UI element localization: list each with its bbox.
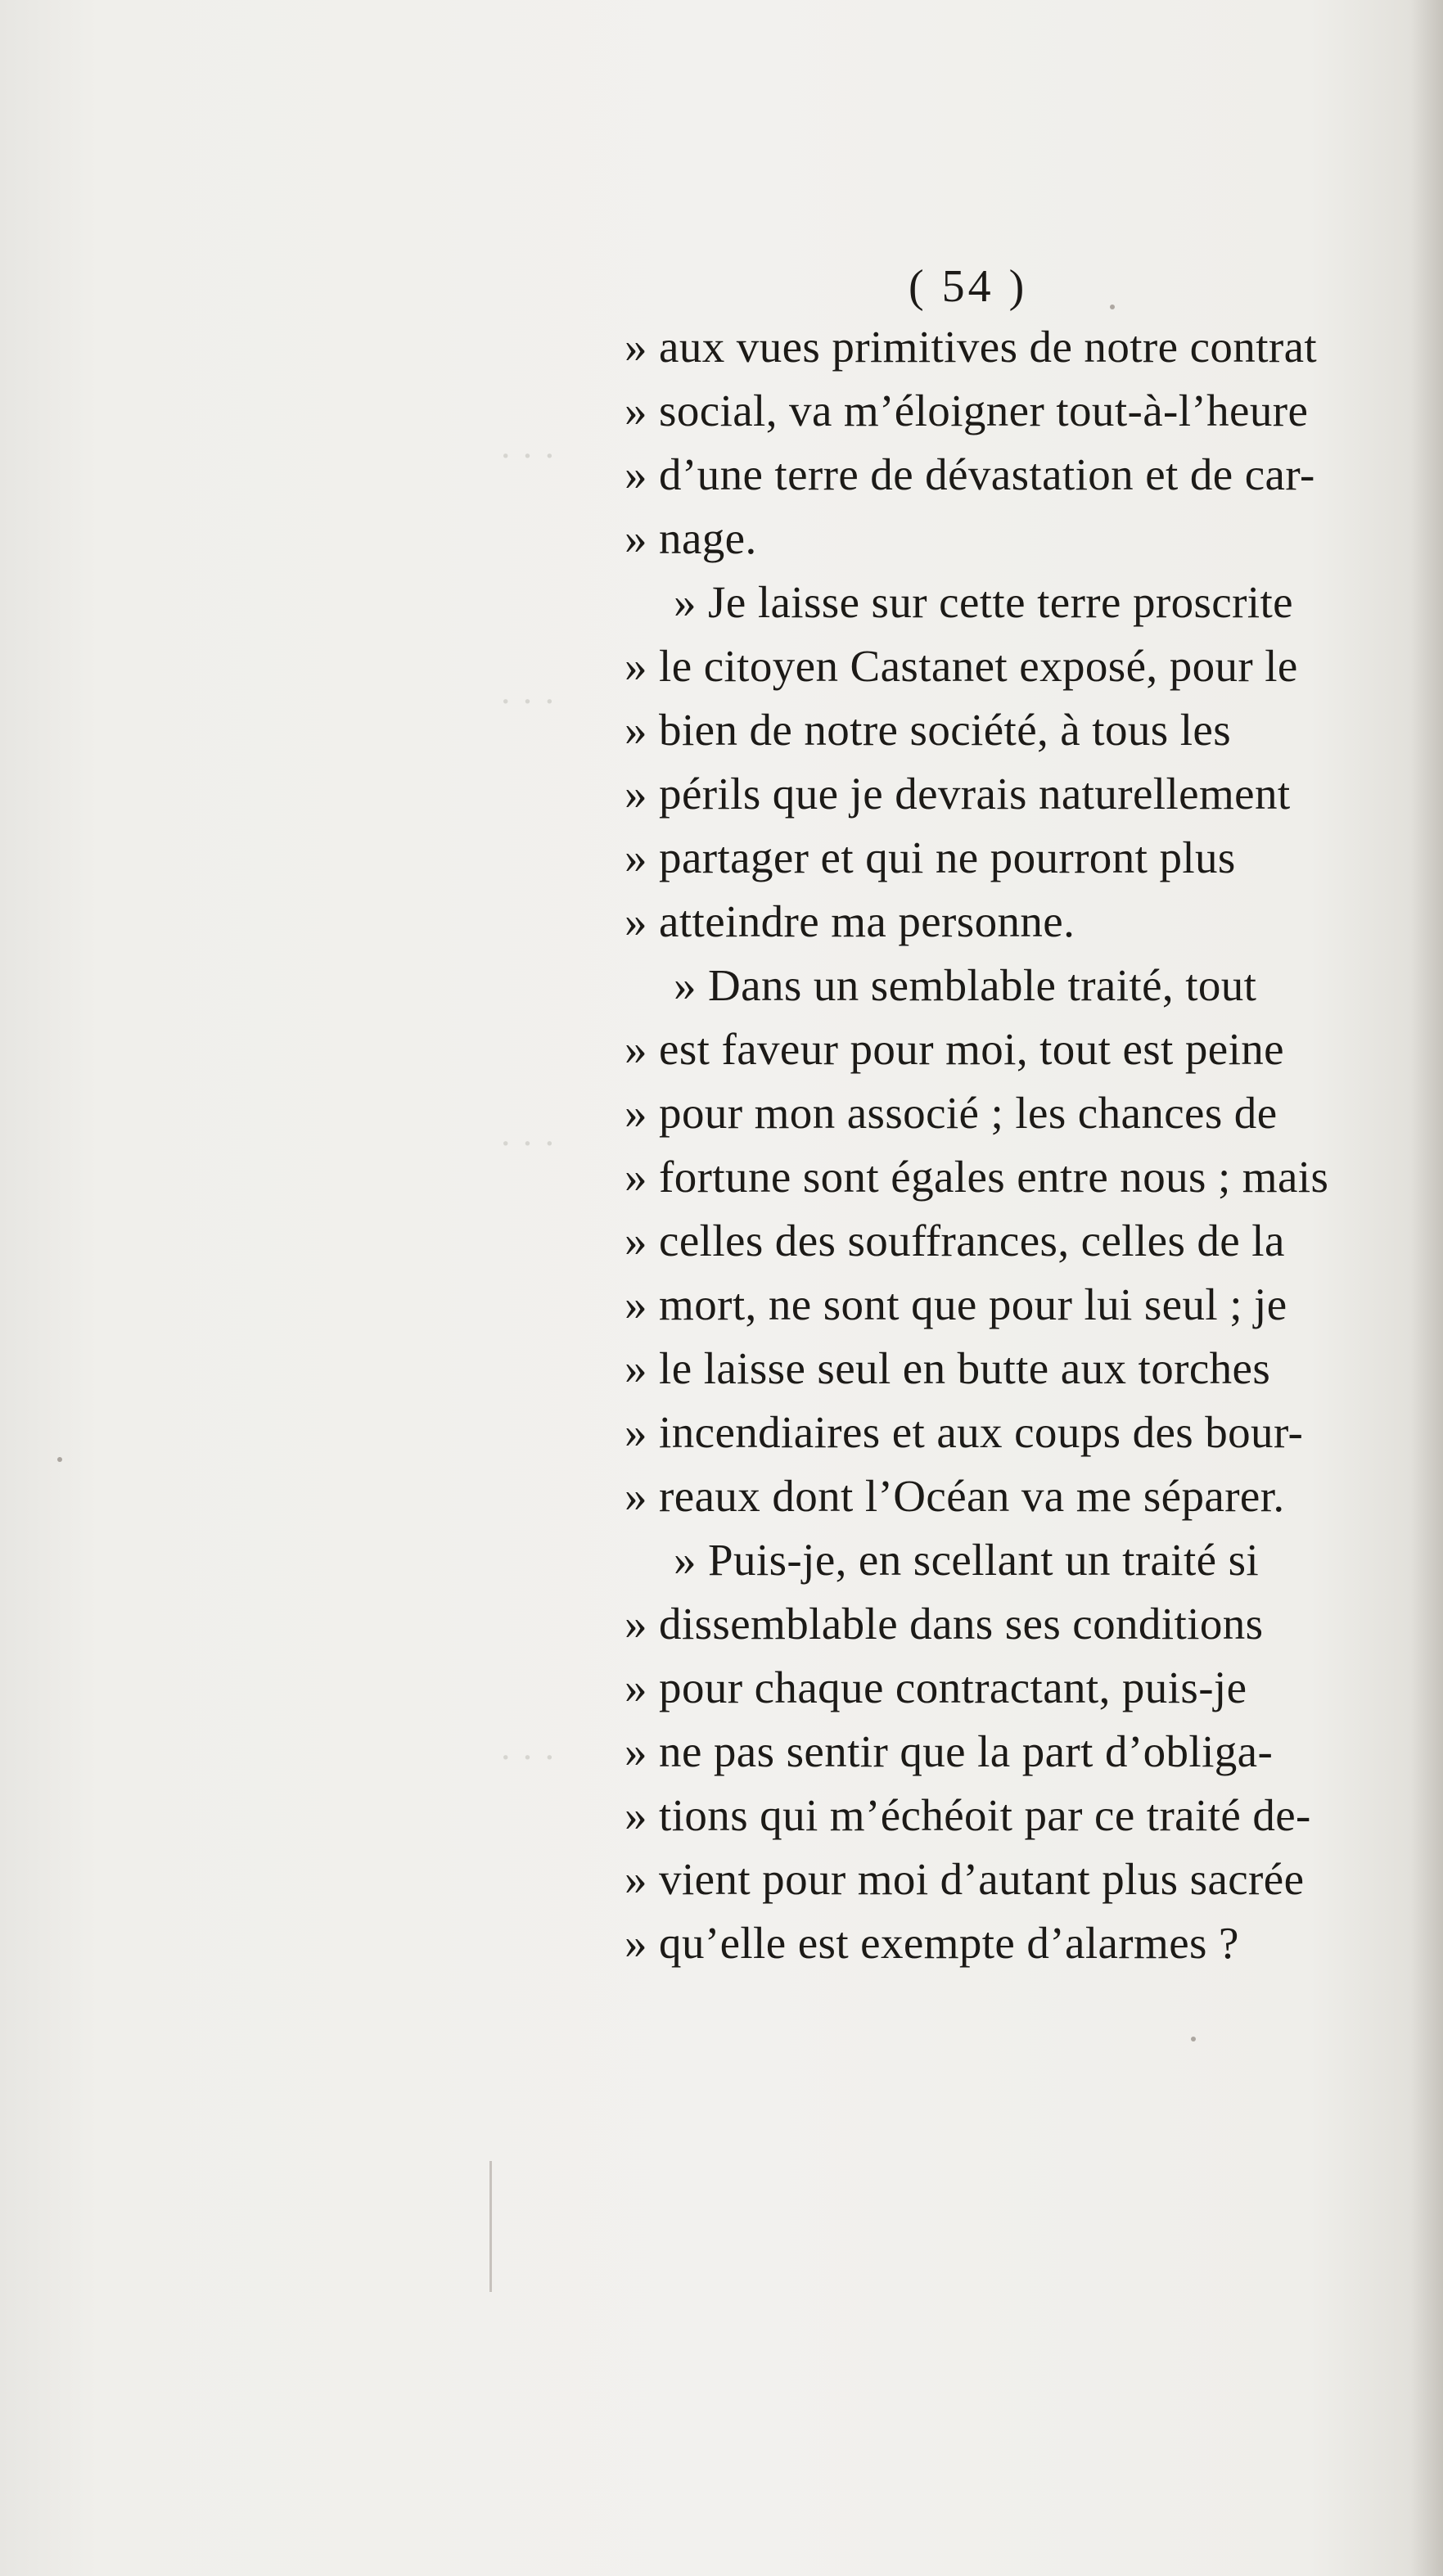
text-line: » aux vues primitives de notre contrat	[625, 322, 1318, 372]
page-number: ( 54 )	[909, 261, 1028, 312]
text-line: » tions qui m’échéoit par ce traité de-	[625, 1790, 1311, 1840]
text-line: » est faveur pour moi, tout est peine	[625, 1024, 1284, 1074]
text-line: » ne pas sentir que la part d’obliga-	[625, 1726, 1274, 1776]
show-through-mark: · · ·	[499, 680, 556, 722]
text-line: » partager et qui ne pourront plus	[625, 832, 1236, 882]
text-line: » Je laisse sur cette terre proscrite	[674, 577, 1293, 627]
text-line: » atteindre ma personne.	[625, 896, 1075, 946]
text-line: » nage.	[625, 513, 757, 563]
show-through-mark: · · ·	[499, 1122, 556, 1164]
text-line: » Puis-je, en scellant un traité si	[674, 1535, 1260, 1585]
page-edge-shadow	[1410, 0, 1443, 2576]
show-through-mark: · · ·	[499, 435, 556, 476]
text-line: » périls que je devrais naturellement	[625, 769, 1291, 819]
text-line: » Dans un semblable traité, tout	[674, 960, 1257, 1010]
text-line: » pour chaque contractant, puis-je	[625, 1662, 1247, 1712]
text-line: » pour mon associé ; les chances de	[625, 1088, 1278, 1138]
text-line: » celles des souffrances, celles de la	[625, 1216, 1285, 1265]
text-line: » incendiaires et aux coups des bour-	[625, 1407, 1304, 1457]
text-line: » vient pour moi d’autant plus sacrée	[625, 1854, 1305, 1904]
text-line: » social, va m’éloigner tout-à-l’heure	[625, 386, 1309, 435]
paper-crease	[489, 2161, 492, 2292]
text-line: » bien de notre société, à tous les	[625, 705, 1232, 755]
paper-speck	[1110, 305, 1115, 309]
text-line: » qu’elle est exempte d’alarmes ?	[625, 1918, 1239, 1968]
show-through-mark: · · ·	[499, 1736, 556, 1778]
text-line: » dissemblable dans ses conditions	[625, 1599, 1264, 1649]
paper-speck	[1191, 2037, 1196, 2041]
text-line: » fortune sont égales entre nous ; mais	[625, 1152, 1329, 1202]
text-line: » le citoyen Castanet exposé, pour le	[625, 641, 1298, 691]
text-line: » mort, ne sont que pour lui seul ; je	[625, 1279, 1287, 1329]
text-line: » le laisse seul en butte aux torches	[625, 1343, 1271, 1393]
text-line: » d’une terre de dévastation et de car-	[625, 449, 1315, 499]
paper-speck	[57, 1457, 62, 1462]
text-line: » reaux dont l’Océan va me séparer.	[625, 1471, 1285, 1521]
